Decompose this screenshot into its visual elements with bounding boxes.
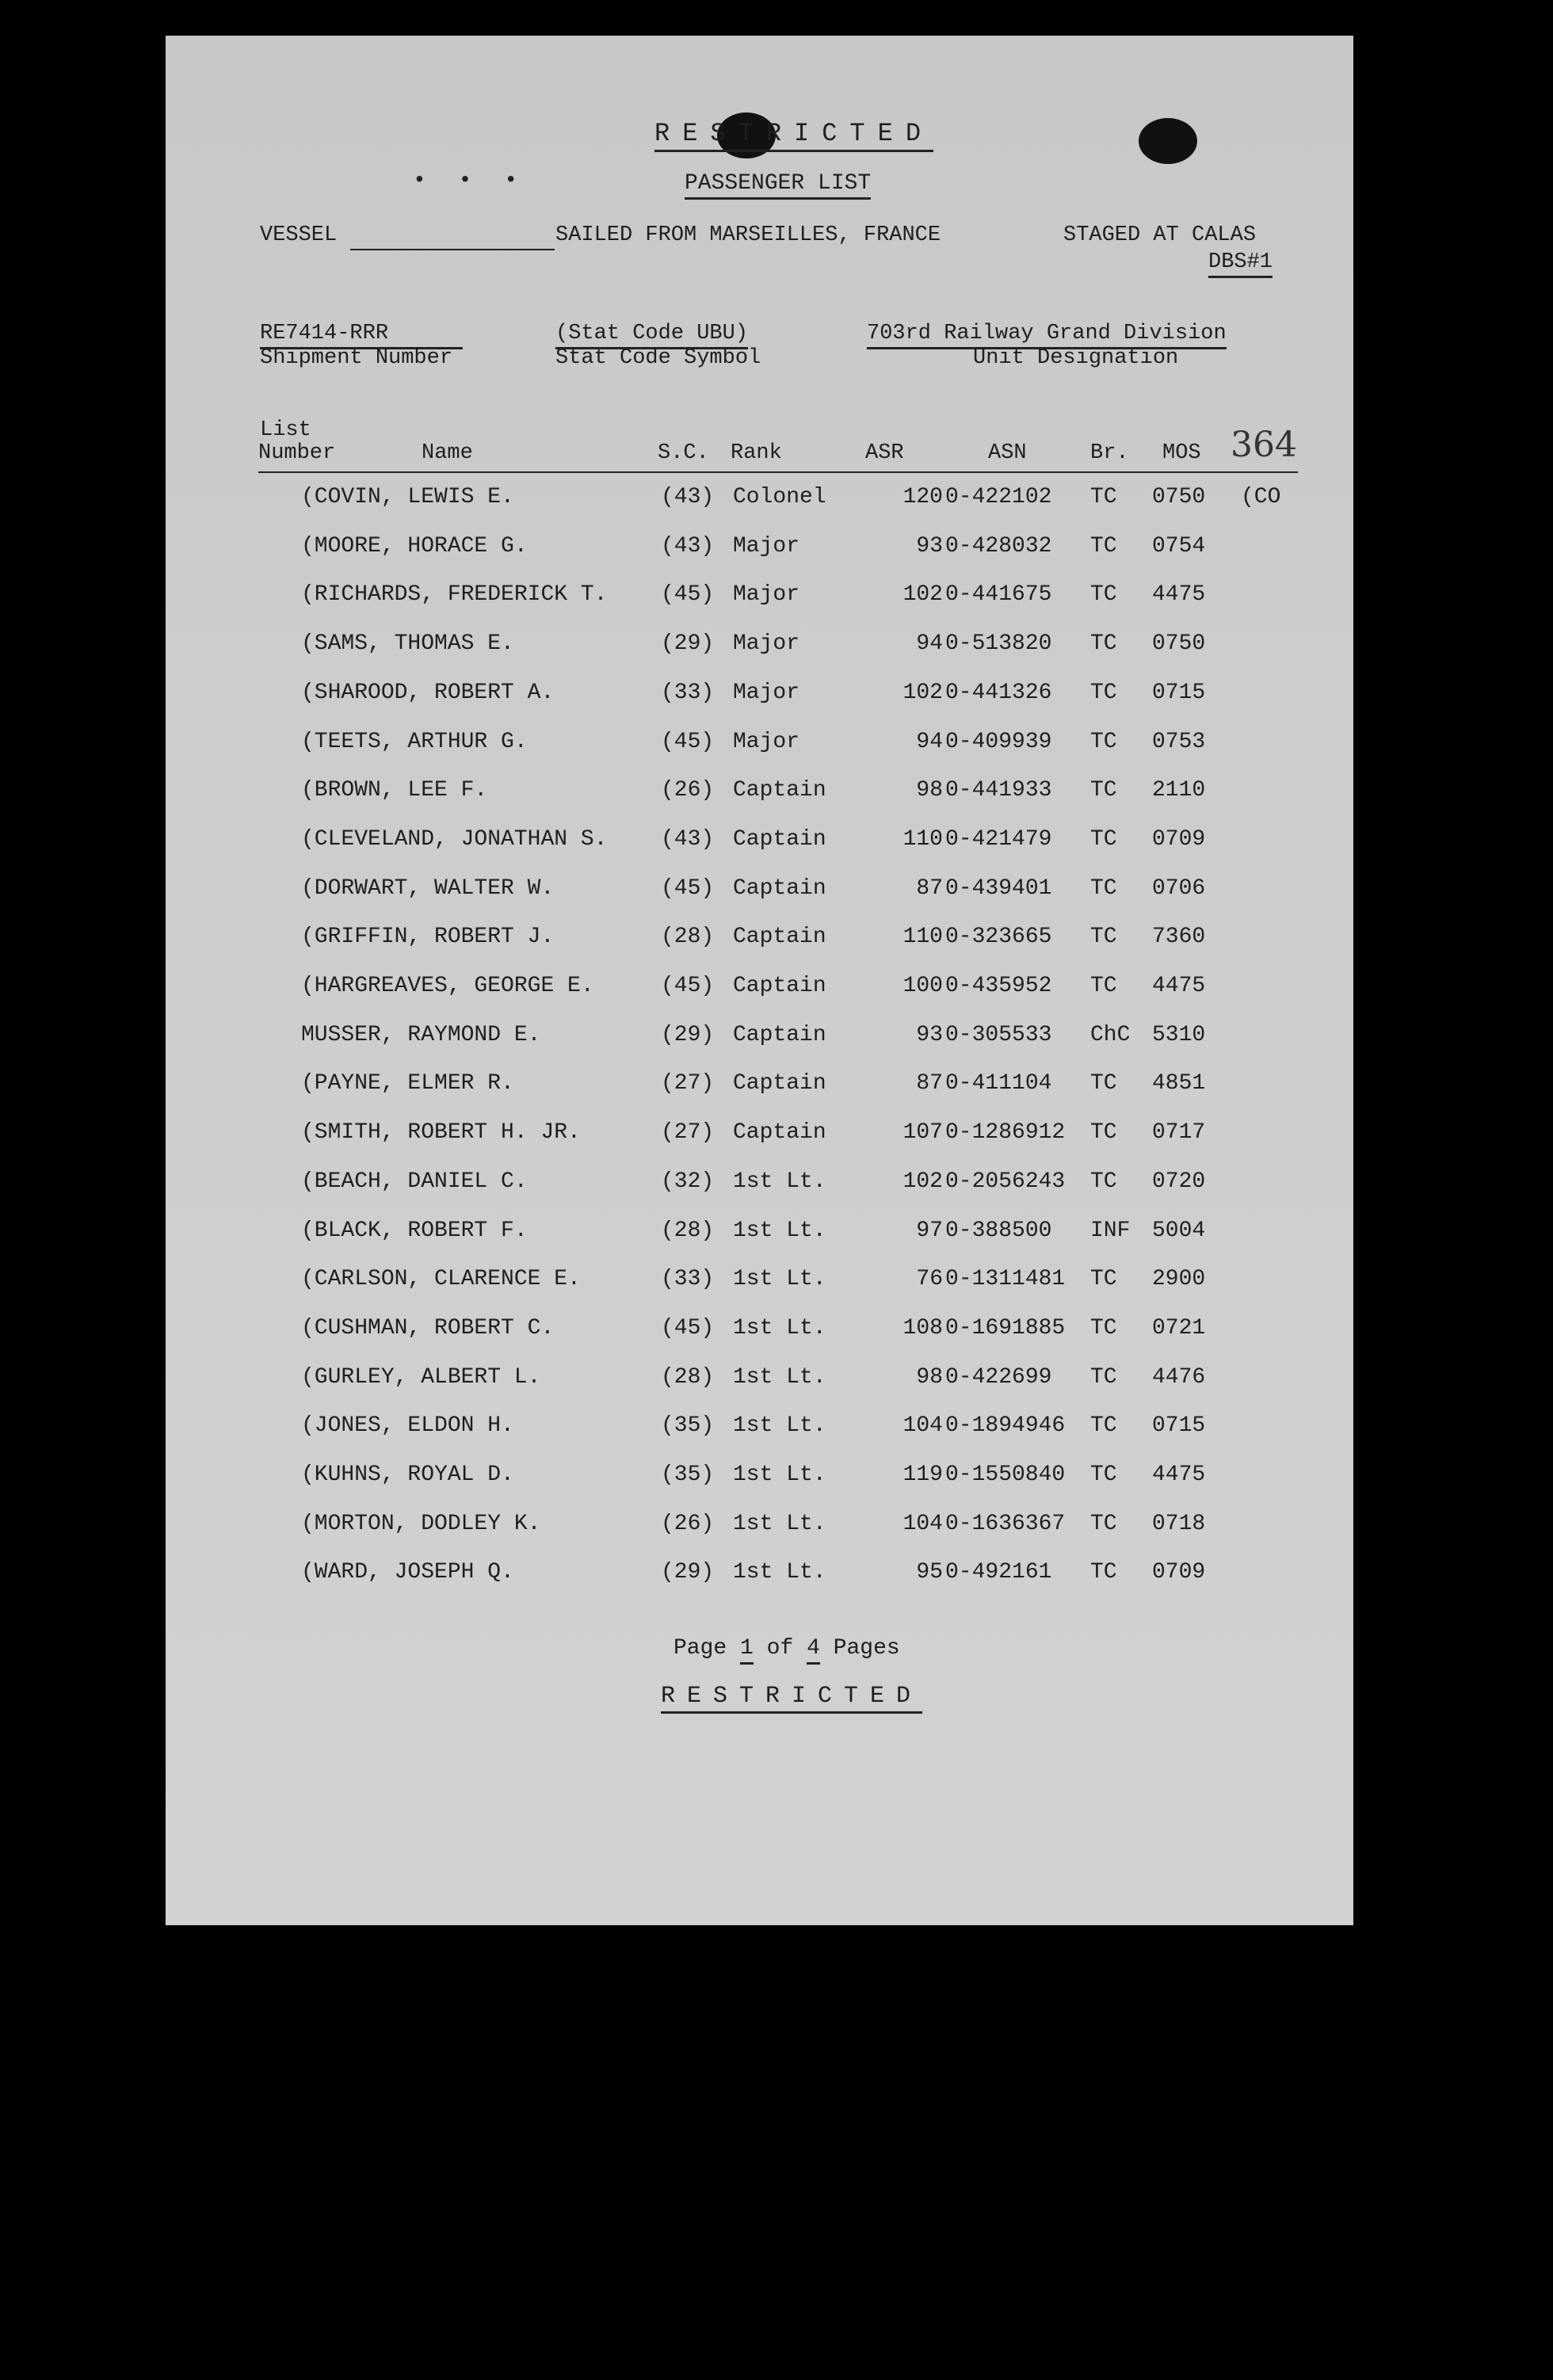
table-row <box>301 778 1315 810</box>
cell-br: TC <box>1090 1560 1117 1585</box>
cell-rank: 1st Lt. <box>733 1511 826 1536</box>
column-header-asn: ASN <box>988 441 1027 465</box>
cell-name: (SMITH, ROBERT H. JR. <box>301 1120 581 1146</box>
cell-asr: 102 <box>902 582 943 608</box>
cell-name: (JONES, ELDON H. <box>301 1413 514 1439</box>
header-rule <box>258 471 1298 473</box>
cell-br: TC <box>1090 1267 1117 1292</box>
column-header-list-2: Number <box>258 441 336 465</box>
cell-rank: 1st Lt. <box>733 1364 826 1390</box>
cell-sc: (35) <box>661 1463 715 1487</box>
table-row <box>301 1316 1315 1348</box>
table-row <box>301 1169 1315 1201</box>
cell-asn: 0-422699 <box>945 1364 1052 1390</box>
cell-rank: Major <box>733 533 800 559</box>
table-row <box>301 1219 1315 1250</box>
cell-asn: 0-411104 <box>945 1071 1052 1097</box>
cell-br: TC <box>1090 826 1117 852</box>
table-row <box>301 631 1315 663</box>
cell-rank: Captain <box>733 1071 826 1097</box>
cell-name: (SAMS, THOMAS E. <box>301 631 514 657</box>
cell-sc: (32) <box>661 1169 715 1194</box>
cell-rank: Captain <box>733 925 826 950</box>
cell-asn: 0-1311481 <box>945 1267 1066 1292</box>
column-header-asr: ASR <box>865 441 904 465</box>
cell-asr: 108 <box>902 1315 943 1341</box>
column-header-list-1: List <box>260 418 311 442</box>
cell-rank: Major <box>733 680 800 705</box>
cell-rank: Captain <box>733 778 826 803</box>
cell-mos: 0754 <box>1152 533 1206 559</box>
cell-mos: 2900 <box>1152 1267 1206 1292</box>
cell-asn: 0-1894946 <box>945 1413 1066 1439</box>
cell-mos: 4851 <box>1152 1071 1206 1097</box>
sailed-from: SAILED FROM MARSEILLES, FRANCE <box>555 223 941 247</box>
cell-asn: 0-422102 <box>945 485 1052 509</box>
cell-sc: (27) <box>661 1120 715 1146</box>
cell-rank: Major <box>733 729 800 754</box>
cell-br: TC <box>1090 631 1117 657</box>
cell-br: TC <box>1090 533 1117 559</box>
cell-mos: 4475 <box>1152 974 1206 998</box>
cell-asn: 0-388500 <box>945 1218 1052 1243</box>
cell-asr: 102 <box>902 680 943 705</box>
pages-word: Pages <box>833 1636 900 1661</box>
cell-name: (BLACK, ROBERT F. <box>301 1218 528 1243</box>
of-word: of <box>766 1636 794 1661</box>
shipment-number-label: Shipment Number <box>260 346 453 370</box>
cell-mos: 0753 <box>1152 729 1206 754</box>
cell-rank: 1st Lt. <box>733 1463 826 1487</box>
cell-asn: 0-441326 <box>945 680 1052 705</box>
cell-asr: 102 <box>902 1169 943 1194</box>
cell-asn: 0-409939 <box>945 729 1052 754</box>
cell-name: (TEETS, ARTHUR G. <box>301 729 528 754</box>
cell-br: TC <box>1090 1511 1117 1536</box>
cell-name: (PAYNE, ELMER R. <box>301 1071 514 1097</box>
cell-asr: 100 <box>902 974 943 998</box>
cell-asn: 0-421479 <box>945 826 1052 852</box>
column-header-mos: MOS <box>1162 441 1201 465</box>
column-header-name: Name <box>422 441 473 465</box>
staged-at: STAGED AT CALAS <box>1063 223 1257 247</box>
table-row <box>301 1267 1315 1299</box>
cell-sc: (43) <box>661 485 715 509</box>
cell-name: (COVIN, LEWIS E. <box>301 485 514 509</box>
cell-mos: 4475 <box>1152 582 1206 608</box>
cell-mos: 4475 <box>1152 1463 1206 1487</box>
table-row <box>301 681 1315 712</box>
cell-sc: (26) <box>661 1511 715 1536</box>
page-word: Page <box>673 1636 727 1661</box>
cell-asr: 120 <box>902 485 943 509</box>
cell-asr: 98 <box>916 778 943 803</box>
cell-mos: 5310 <box>1152 1022 1206 1047</box>
table-row <box>301 925 1315 956</box>
cell-mos: 5004 <box>1152 1218 1206 1243</box>
table-row <box>301 1120 1315 1152</box>
cell-br: TC <box>1090 875 1117 901</box>
cell-br: TC <box>1090 582 1117 608</box>
cell-br: TC <box>1090 1071 1117 1097</box>
cell-rank: Captain <box>733 974 826 998</box>
unit-designation: 703rd Railway Grand Division <box>867 322 1227 349</box>
cell-name: MUSSER, RAYMOND E. <box>301 1022 541 1047</box>
cell-mos: 0715 <box>1152 680 1206 705</box>
table-row <box>301 1023 1315 1055</box>
cell-name: (CARLSON, CLARENCE E. <box>301 1267 581 1292</box>
cell-rank: 1st Lt. <box>733 1169 826 1194</box>
cell-name: (RICHARDS, FREDERICK T. <box>301 582 608 608</box>
cell-sc: (29) <box>661 1560 715 1585</box>
column-header-rank: Rank <box>731 441 782 465</box>
cell-asr: 95 <box>916 1560 943 1585</box>
cell-mos: 0718 <box>1152 1511 1206 1536</box>
cell-mos: 0750 <box>1152 631 1206 657</box>
cell-name: (CLEVELAND, JONATHAN S. <box>301 826 608 852</box>
unit-designation-label: Unit Designation <box>973 346 1179 370</box>
table-row <box>301 730 1315 761</box>
cell-asn: 0-492161 <box>945 1560 1052 1585</box>
cell-sc: (33) <box>661 680 715 705</box>
cell-br: INF <box>1090 1218 1131 1243</box>
cell-name: (GRIFFIN, ROBERT J. <box>301 925 555 950</box>
cell-name: (MOORE, HORACE G. <box>301 533 528 559</box>
cell-asr: 87 <box>916 1071 943 1097</box>
cell-rank: Captain <box>733 1120 826 1146</box>
cell-br: TC <box>1090 485 1117 509</box>
cell-rank: Captain <box>733 1022 826 1047</box>
cell-sc: (45) <box>661 582 715 608</box>
page-indicator <box>673 1636 900 1661</box>
vessel-label: VESSEL <box>260 223 338 247</box>
cell-asn: 0-1691885 <box>945 1315 1066 1341</box>
classification-footer: RESTRICTED <box>661 1683 922 1714</box>
cell-br: TC <box>1090 729 1117 754</box>
cell-rank: Captain <box>733 875 826 901</box>
stray-marks: • • • <box>413 169 528 193</box>
cell-asr: 87 <box>916 875 943 901</box>
cell-sc: (45) <box>661 875 715 901</box>
cell-asr: 104 <box>902 1511 943 1536</box>
classification-header: RESTRICTED <box>654 119 933 152</box>
cell-name: (KUHNS, ROYAL D. <box>301 1463 514 1487</box>
cell-name: (SHAROOD, ROBERT A. <box>301 680 555 705</box>
cell-br: TC <box>1090 1169 1117 1194</box>
stat-code: (Stat Code UBU) <box>555 322 748 349</box>
cell-rank: Major <box>733 631 800 657</box>
handwritten-page-number: 364 <box>1231 425 1297 465</box>
cell-rank: 1st Lt. <box>733 1413 826 1439</box>
cell-asr: 110 <box>902 925 943 950</box>
cell-sc: (28) <box>661 1218 715 1243</box>
cell-rank: 1st Lt. <box>733 1560 826 1585</box>
cell-sc: (29) <box>661 631 715 657</box>
cell-sc: (29) <box>661 1022 715 1047</box>
cell-asn: 0-1286912 <box>945 1120 1066 1146</box>
table-row <box>301 582 1315 614</box>
cell-name: (GURLEY, ALBERT L. <box>301 1364 541 1390</box>
cell-name: (BROWN, LEE F. <box>301 778 488 803</box>
cell-asn: 0-2056243 <box>945 1169 1066 1194</box>
cell-br: TC <box>1090 1463 1117 1487</box>
cell-extra: (CO <box>1241 485 1281 509</box>
cell-asn: 0-441933 <box>945 778 1052 803</box>
cell-name: (CUSHMAN, ROBERT C. <box>301 1315 555 1341</box>
cell-mos: 0715 <box>1152 1413 1206 1439</box>
cell-asn: 0-323665 <box>945 925 1052 950</box>
cell-mos: 7360 <box>1152 925 1206 950</box>
cell-asn: 0-1636367 <box>945 1511 1066 1536</box>
cell-asr: 98 <box>916 1364 943 1390</box>
cell-asn: 0-305533 <box>945 1022 1052 1047</box>
cell-rank: Captain <box>733 826 826 852</box>
cell-sc: (35) <box>661 1413 715 1439</box>
cell-mos: 2110 <box>1152 778 1206 803</box>
cell-mos: 0721 <box>1152 1315 1206 1341</box>
stat-code-label: Stat Code Symbol <box>555 346 761 370</box>
cell-asr: 107 <box>902 1120 943 1146</box>
cell-asn: 0-439401 <box>945 875 1052 901</box>
table-row <box>301 827 1315 859</box>
cell-br: TC <box>1090 1120 1117 1146</box>
cell-asn: 0-513820 <box>945 631 1052 657</box>
column-header-sc: S.C. <box>658 441 709 465</box>
cell-asr: 76 <box>916 1267 943 1292</box>
cell-mos: 0706 <box>1152 875 1206 901</box>
cell-asn: 0-1550840 <box>945 1463 1066 1487</box>
cell-br: TC <box>1090 680 1117 705</box>
cell-name: (HARGREAVES, GEORGE E. <box>301 974 594 998</box>
cell-rank: 1st Lt. <box>733 1267 826 1292</box>
cell-name: (WARD, JOSEPH Q. <box>301 1560 514 1585</box>
table-row <box>301 1560 1315 1592</box>
cell-br: TC <box>1090 1364 1117 1390</box>
cell-rank: 1st Lt. <box>733 1315 826 1341</box>
table-row <box>301 485 1315 517</box>
cell-name: (DORWART, WALTER W. <box>301 875 555 901</box>
cell-name: (BEACH, DANIEL C. <box>301 1169 528 1194</box>
cell-rank: 1st Lt. <box>733 1218 826 1243</box>
cell-asr: 119 <box>902 1463 943 1487</box>
cell-sc: (28) <box>661 925 715 950</box>
cell-asr: 97 <box>916 1218 943 1243</box>
cell-mos: 0717 <box>1152 1120 1206 1146</box>
cell-rank: Major <box>733 582 800 608</box>
cell-br: TC <box>1090 925 1117 950</box>
table-row <box>301 876 1315 908</box>
cell-sc: (43) <box>661 826 715 852</box>
cell-asr: 94 <box>916 729 943 754</box>
cell-br: TC <box>1090 1413 1117 1439</box>
cell-asn: 0-428032 <box>945 533 1052 559</box>
cell-sc: (45) <box>661 729 715 754</box>
cell-sc: (26) <box>661 778 715 803</box>
column-header-br: Br. <box>1090 441 1129 465</box>
dbs-number: DBS#1 <box>1208 250 1273 278</box>
cell-mos: 4476 <box>1152 1364 1206 1390</box>
table-row <box>301 534 1315 566</box>
table-row <box>301 1071 1315 1103</box>
punch-hole <box>1139 118 1197 164</box>
cell-mos: 0720 <box>1152 1169 1206 1194</box>
cell-asn: 0-441675 <box>945 582 1052 608</box>
cell-sc: (27) <box>661 1071 715 1097</box>
cell-br: ChC <box>1090 1022 1131 1047</box>
cell-mos: 0709 <box>1152 826 1206 852</box>
table-row <box>301 1413 1315 1445</box>
cell-asr: 93 <box>916 533 943 559</box>
page-total: 4 <box>807 1636 820 1665</box>
cell-asr: 94 <box>916 631 943 657</box>
cell-asr: 104 <box>902 1413 943 1439</box>
cell-br: TC <box>1090 974 1117 998</box>
vessel-blank-line <box>350 249 555 250</box>
cell-name: (MORTON, DODLEY K. <box>301 1511 541 1536</box>
page-current: 1 <box>740 1636 754 1665</box>
cell-sc: (28) <box>661 1364 715 1390</box>
cell-mos: 0709 <box>1152 1560 1206 1585</box>
cell-br: TC <box>1090 1315 1117 1341</box>
cell-br: TC <box>1090 778 1117 803</box>
cell-sc: (45) <box>661 1315 715 1341</box>
table-row <box>301 974 1315 1005</box>
cell-sc: (45) <box>661 974 715 998</box>
cell-sc: (33) <box>661 1267 715 1292</box>
cell-mos: 0750 <box>1152 485 1206 509</box>
table-row <box>301 1463 1315 1494</box>
table-row <box>301 1512 1315 1543</box>
cell-asr: 110 <box>902 826 943 852</box>
cell-asr: 93 <box>916 1022 943 1047</box>
shipment-number: RE7414-RRR <box>260 322 463 349</box>
document-title: PASSENGER LIST <box>685 171 871 200</box>
table-row <box>301 1365 1315 1397</box>
cell-rank: Colonel <box>733 485 826 509</box>
cell-sc: (43) <box>661 533 715 559</box>
cell-asn: 0-435952 <box>945 974 1052 998</box>
